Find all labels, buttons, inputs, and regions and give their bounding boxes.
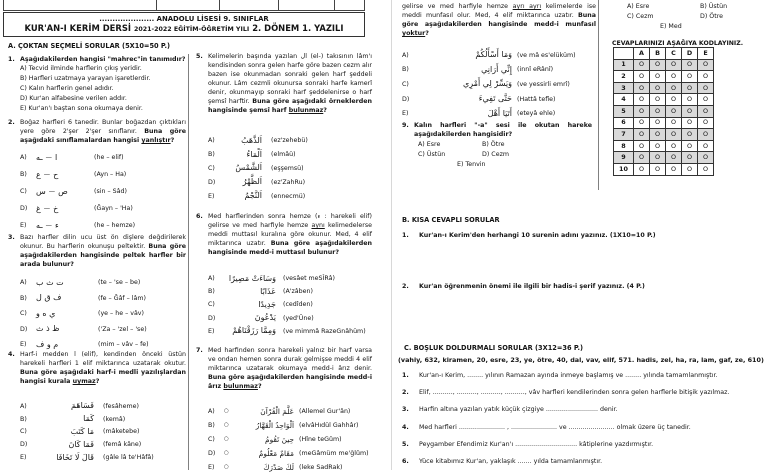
item-number: 5.: [402, 441, 409, 448]
option-e: E) ـه — ء (he – hemze): [20, 221, 136, 230]
verse-stop-icon: ○: [224, 463, 229, 470]
answer-bubble: O: [698, 152, 714, 164]
verse-stop-icon: ○: [224, 449, 229, 456]
question-stem: [8, 118, 186, 149]
option-d: D) ○ مَقَامٌ مَعْلُومٌ (meGâmüm me'ğlûm): [208, 448, 369, 458]
question-text: Med harfinden sonra harekeli yalnız bir harf varsa ve ondan hemen sonra durak gelmişse meddi 4 elif miktarınca uzatarak okumaya medd-i ârız denir. Buna göre aşağıdakilerden hangisinde medd-i ârız bulunmaz?: [208, 347, 372, 390]
answer-bubble: O: [650, 152, 666, 164]
answer-bubble: O: [650, 59, 666, 71]
student-info-table-fragment: [3, 0, 365, 11]
question-text: gelirse ve med harfiyle hemze ayrı ayrı kelimelerde ise meddi munfasıl olur. Med, 4 elif miktarınca uzatır. Buna göre aşağıdakilerden hangisinde medd-i munfasıl yoktur?: [402, 3, 596, 37]
option-b: B) إِنِّي أَرَانِي (innî eRânî): [402, 64, 554, 74]
options: [8, 275, 186, 353]
option-c: C) مَا كَتَبَ (mâketebe): [20, 426, 140, 436]
verse-stop-icon: ○: [224, 407, 229, 414]
option-b: B) Üstün: [700, 3, 728, 10]
answer-bubble: O: [666, 129, 682, 141]
fill-blank-item-5: [402, 440, 780, 449]
school-year: 2021-2022 EĞİTİM-ÖĞRETİM YILI: [133, 25, 250, 33]
question-number: 4.: [8, 351, 15, 358]
question-6: [196, 212, 372, 338]
answer-bubble: O: [650, 105, 666, 117]
answer-bubble: O: [666, 82, 682, 94]
answer-bubble: O: [682, 59, 698, 71]
info-cell: [279, 0, 335, 10]
question-stem: [196, 212, 372, 272]
answer-bubble: O: [650, 117, 666, 129]
question-number: 1.: [8, 56, 15, 63]
item-number: 3.: [402, 406, 409, 413]
question-text: Bazı harfler dilin ucu üst ön dişlere değdirilerek okunur. Bu harflerin okunuşu peltektir. Buna göre aşağıdakilerden hangisinde peltek harfler bir arada bulunur?: [20, 234, 186, 268]
option-b: B) ف ق ل (fe – Ğâf – lâm): [20, 293, 147, 303]
option-e: E) Kur'an'ı baştan sona okumaya denir.: [20, 105, 143, 112]
option-d: D) ظ ذ ث ('Za – 'zel – 'se): [20, 324, 147, 334]
question-text: Harf-i medden ا (elif), kendinden önceki üstün harekeli harfleri 1 elif miktarınca uzatarak okutur. Buna göre aşağıdaki harf-i medli yazılışlardan hangisi kurala uymaz?: [20, 351, 186, 385]
item-number: 2.: [402, 283, 409, 290]
question-stem: [196, 346, 372, 404]
item-number: 1.: [402, 372, 409, 379]
question-9: [402, 121, 592, 169]
question-5: [196, 52, 372, 203]
options: [196, 134, 372, 203]
info-cell: [220, 0, 279, 10]
option-b: B) عَذَابًا (A'zâben): [208, 286, 313, 296]
question-3: [8, 233, 186, 353]
question-8: [402, 2, 596, 121]
options: [608, 2, 778, 21]
question-stem: [196, 52, 372, 134]
option-c: C) Kalın harflerin genel adıdır.: [20, 85, 114, 92]
option-d: D) Kur'an alfabesine verilen addır.: [20, 95, 127, 102]
info-cell: [4, 0, 157, 10]
option-e: E) قَالَ لَا تَخَافَا (gâle lâ te'Hâfâ): [20, 452, 154, 462]
option-a: A) فَسَاهَمَ (fesâheme): [20, 401, 140, 411]
question-text: Kelimelerin başında yazılan ال (el-) takısının lâm'ı kendisinden sonra gelen harfe göre bazen cezm alır bazen ise okunmadan sonraki gelen harf şeddeli okunur. Lâm cezmli okunursa sonraki harfe kamerî denir, okunmayıp sonraki harf şeddelenirse o harf şemsî harftir. Buna göre aşağıdaki örneklerden hangisinde şemsî harf bulunmaz?: [208, 53, 372, 114]
item-text: Harfin altına yazılan yatık küçük çizgiye .......................... denir.: [419, 406, 618, 413]
spacer: [608, 2, 627, 11]
option-c: C) Üstün: [418, 151, 446, 158]
question-number: 6.: [196, 213, 203, 220]
option-b: B) ○ اَلْوَاحِدُ الْقَهَّارُ (elvâHıdül Gahhâr): [208, 420, 359, 430]
answer-bubble: O: [650, 71, 666, 83]
question-text: Aşağıdakilerden hangisi "mahrec"in tanımıdır?: [20, 56, 186, 63]
answer-bubble: O: [666, 140, 682, 152]
fill-blank-item-3: [402, 405, 780, 414]
question-4: [8, 350, 186, 464]
option-b: B) Ötre: [482, 141, 505, 148]
answer-bubble: O: [634, 163, 650, 175]
answer-grid-title: CEVAPLARINIZI AŞAĞIYA KODLAYINIZ.: [612, 40, 744, 47]
answer-bubble: O: [650, 94, 666, 106]
section-a-heading: A. ÇOKTAN SEÇMELİ SORULAR (5X10=50 P.): [8, 42, 171, 50]
answer-bubble: O: [666, 117, 682, 129]
answer-bubble: O: [682, 94, 698, 106]
answer-bubble: O: [650, 82, 666, 94]
options: [402, 48, 596, 121]
option-d: D) Cezm: [482, 151, 510, 158]
section-c-heading: C. BOŞLUK DOLDURMALI SORULAR (3X12=36 P.): [404, 344, 584, 352]
question-number: 9.: [402, 122, 409, 129]
item-text: Yüce kitabımız Kur'an, yaklaşık ....... yılda tamamlanmıştır.: [419, 458, 603, 465]
item-text: Med harfleri ....................... , ....................... ve ....................... olmak üzere üç tanedir.: [419, 424, 691, 431]
option-d: D) يَدْعُونَ (yed'Ûne): [208, 313, 314, 323]
section-b-item-1: [402, 231, 774, 240]
answer-bubble: O: [698, 59, 714, 71]
options: [8, 400, 186, 464]
answer-bubble: O: [634, 94, 650, 106]
answer-bubble: O: [666, 152, 682, 164]
answer-bubble: O: [682, 152, 698, 164]
exam-line: [25, 23, 344, 35]
option-c: C) Cezm: [627, 13, 654, 20]
answer-bubble: O: [682, 140, 698, 152]
question-stem: [402, 121, 592, 140]
option-a: A) وَسَاءَتْ مَصِيرًا (vesâet meSÎRâ): [208, 273, 335, 283]
answer-bubble: O: [698, 140, 714, 152]
question-10-options-fragment: [608, 2, 778, 31]
answer-bubble: O: [634, 140, 650, 152]
question-7: [196, 346, 372, 474]
answer-bubble: O: [682, 129, 698, 141]
fill-blank-item-2: [402, 388, 780, 397]
answer-bubble: O: [682, 105, 698, 117]
answer-bubble: O: [666, 59, 682, 71]
fill-blank-item-4: [402, 423, 780, 432]
option-c: C) ي ه و (ye – he – vâv): [20, 308, 144, 318]
answer-bubble: O: [698, 163, 714, 175]
answer-bubble: O: [698, 105, 714, 117]
answer-bubble: O: [666, 163, 682, 175]
answer-bubble: O: [650, 140, 666, 152]
answer-bubble: O: [666, 94, 682, 106]
question-text: Kalın harfleri "-a" sesi ile okutan hareke aşağıdakilerden hangisidir?: [414, 122, 592, 138]
section-b-item-2: [402, 282, 774, 291]
option-b: B) Harfleri uzatmaya yarayan işaretlerdir.: [20, 75, 151, 82]
item-text: Elif, .........., .........., .........., .........., vâv harfleri kendilerinden sonra gelen harflerle bitişik yazılmaz.: [419, 389, 730, 396]
answer-bubble: O: [634, 71, 650, 83]
answer-bubble: O: [634, 152, 650, 164]
answer-bubble: O: [698, 71, 714, 83]
option-c: C) جَدِيدًا (cedîden): [208, 299, 313, 309]
option-a: A) Tecvid ilminde harflerin çıkış yeridir.: [20, 65, 142, 72]
answer-grid-table: A B C D E 1 O O O O O 2 O O O O O 3 O O O O O 4 O O O O O 5 O O O O O 6 O O O O O 7 O O O O O 8 O O O O O 9 O O O O O 10 O O O O O: [613, 47, 714, 176]
question-1: [8, 55, 186, 114]
question-text: Med harflerinden sonra hemze (ء : harekeli elif) gelirse ve med harfiyle hemze aynı kelimedelerse meddi muttasıl kuralına göre okunur. Med, 4 elif miktarınca uzatır. Buna göre aşağıdakilerden hangisinde medd-i muttasıl bulunur?: [208, 213, 372, 256]
option-e: E) وَمِمَّا رَزَقْنَاهُمْ (ve mimmâ RazeGnâhüm): [208, 326, 366, 336]
course-name: KUR'AN-I KERİM DERSİ: [24, 22, 131, 33]
option-a: A) اَلذَّهَبُ (ez'zehebü): [208, 135, 308, 145]
option-a: A) وَمَا أَسْأَلُكُمْ (ve mâ es'elüküm): [402, 50, 576, 60]
answer-bubble: O: [634, 117, 650, 129]
exam-term: 2. DÖNEM 1. YAZILI: [252, 22, 344, 33]
item-text: Kur'an-ı Kerim'den herhangi 10 surenin adını yazınız. (1X10=10 P.): [419, 232, 656, 239]
column-divider: [598, 0, 599, 190]
option-b: B) ع — ح (Ayn – Ha): [20, 170, 127, 179]
options: [8, 149, 186, 234]
option-c: C) اَلشَّمْسُ (eşşemsü): [208, 163, 304, 173]
fill-blank-item-6: [402, 457, 780, 466]
answer-bubble: O: [666, 71, 682, 83]
exam-title-box: [3, 12, 365, 37]
column-divider: [188, 54, 189, 470]
option-d: D) حَتَّى تَفِيءَ (Hattâ tefîe): [402, 94, 556, 104]
question-number: 2.: [8, 119, 15, 126]
item-text: Kur'an öğrenmenin önemi ile ilgili bir hadis-i şerif yazınız. (4 P.): [419, 283, 645, 290]
option-e: E) Tenvin: [457, 161, 486, 168]
option-b: B) اَلْمَاءُ (elmâü): [208, 149, 296, 159]
option-e: E) ○ لَكَ صَدْرَكَ (leke SadRak): [208, 462, 343, 472]
answer-bubble: O: [682, 117, 698, 129]
option-b: B) كَمَا (kemâ): [20, 414, 126, 424]
question-2: [8, 118, 186, 234]
option-a: A) Esre: [418, 141, 441, 148]
item-number: 2.: [402, 389, 409, 396]
answer-bubble: O: [682, 163, 698, 175]
info-cell: [335, 0, 364, 10]
question-stem: [8, 55, 186, 64]
info-cell: [157, 0, 220, 10]
question-text: Boğaz harfleri 6 tanedir. Bunlar boğazdan çıktıkları yere göre 2'şer 2'şer sınıflanır. Buna göre aşağıdaki sınıflamalardan hangisi yanlıştır?: [20, 119, 186, 144]
answer-bubble: O: [634, 129, 650, 141]
answer-bubble: O: [698, 94, 714, 106]
option-c: C) وَيَسِّرْ لِي أَمْرِي (ve yessirli emrî): [402, 79, 570, 89]
item-number: 6.: [402, 458, 409, 465]
question-number: 3.: [8, 234, 15, 241]
question-number: 7.: [196, 347, 203, 354]
fill-blank-item-1: [402, 371, 780, 380]
answer-bubble: O: [666, 105, 682, 117]
word-bank: (vahiy, 632, kiramen, 20, esre, 23, ye, ötre, 40, dal, vav, elif, 571. hadis, zel, ha, ra, lam, gaf, ze, 610): [398, 356, 764, 364]
verse-stop-icon: ○: [224, 421, 229, 428]
answer-bubble: O: [650, 129, 666, 141]
answer-bubble: O: [650, 163, 666, 175]
option-d: D) غ — خ (Ğayn – 'Ha): [20, 204, 133, 213]
option-e: E) Med: [660, 23, 682, 30]
item-text: Peygamber Efendimiz Kur'an'ı ............................... kâtiplerine yazdırmıştır.: [419, 441, 654, 448]
item-number: 4.: [402, 424, 409, 431]
question-stem: [8, 350, 186, 400]
options: [196, 404, 372, 474]
answer-bubble: O: [634, 59, 650, 71]
school-line: ..................... ANADOLU LİSESİ 9. SINIFLAR: [99, 14, 269, 23]
option-e: E) اَلنَّجْمُ (ennecmü): [208, 191, 306, 201]
section-b-heading: B. KISA CEVAPLI SORULAR: [402, 216, 500, 224]
spacer: [608, 12, 627, 21]
answer-bubble: O: [698, 129, 714, 141]
answer-bubble: O: [698, 117, 714, 129]
question-stem: [8, 233, 186, 275]
verse-stop-icon: ○: [224, 435, 229, 442]
option-c: C) س — ص (sin – Sâd): [20, 187, 127, 196]
option-a: A) ت ث ب (te – 'se – be): [20, 277, 141, 287]
option-d: D) اَلظَّهْرُ (ez'ZahRu): [208, 177, 306, 187]
option-c: C) ○ حِينَ تَقُومُ (Hîne teGûm): [208, 434, 342, 444]
question-number: 5.: [196, 53, 203, 60]
options: [402, 140, 592, 159]
options: [196, 272, 372, 338]
option-a: A) ـه — ا (he – elif): [20, 153, 124, 162]
answer-bubble: O: [634, 105, 650, 117]
option-a: A) Esre: [627, 3, 650, 10]
answer-bubble: O: [682, 71, 698, 83]
answer-bubble: O: [634, 82, 650, 94]
page-divider: [391, 0, 392, 470]
option-e: E) م و ف (mim – vâv – fe): [20, 339, 149, 349]
option-a: A) ○ عَلَّمَ الْقُرْآنَ (Allemel Gur'ân): [208, 406, 351, 416]
option-d: D) فَمَا كَانَ (femâ kâne): [20, 439, 142, 449]
item-text: Kur'an-ı Kerim, ........ yılının Ramazan ayında inmeye başlamış ve ........ yılında tamamlanmıştır.: [419, 372, 718, 379]
option-d: D) Ötre: [700, 13, 724, 20]
answer-bubble: O: [698, 82, 714, 94]
answer-bubble: O: [682, 82, 698, 94]
option-e: E) أَتَيَا أَهْلَ (eteyâ ehle): [402, 108, 556, 118]
item-number: 1.: [402, 232, 409, 239]
